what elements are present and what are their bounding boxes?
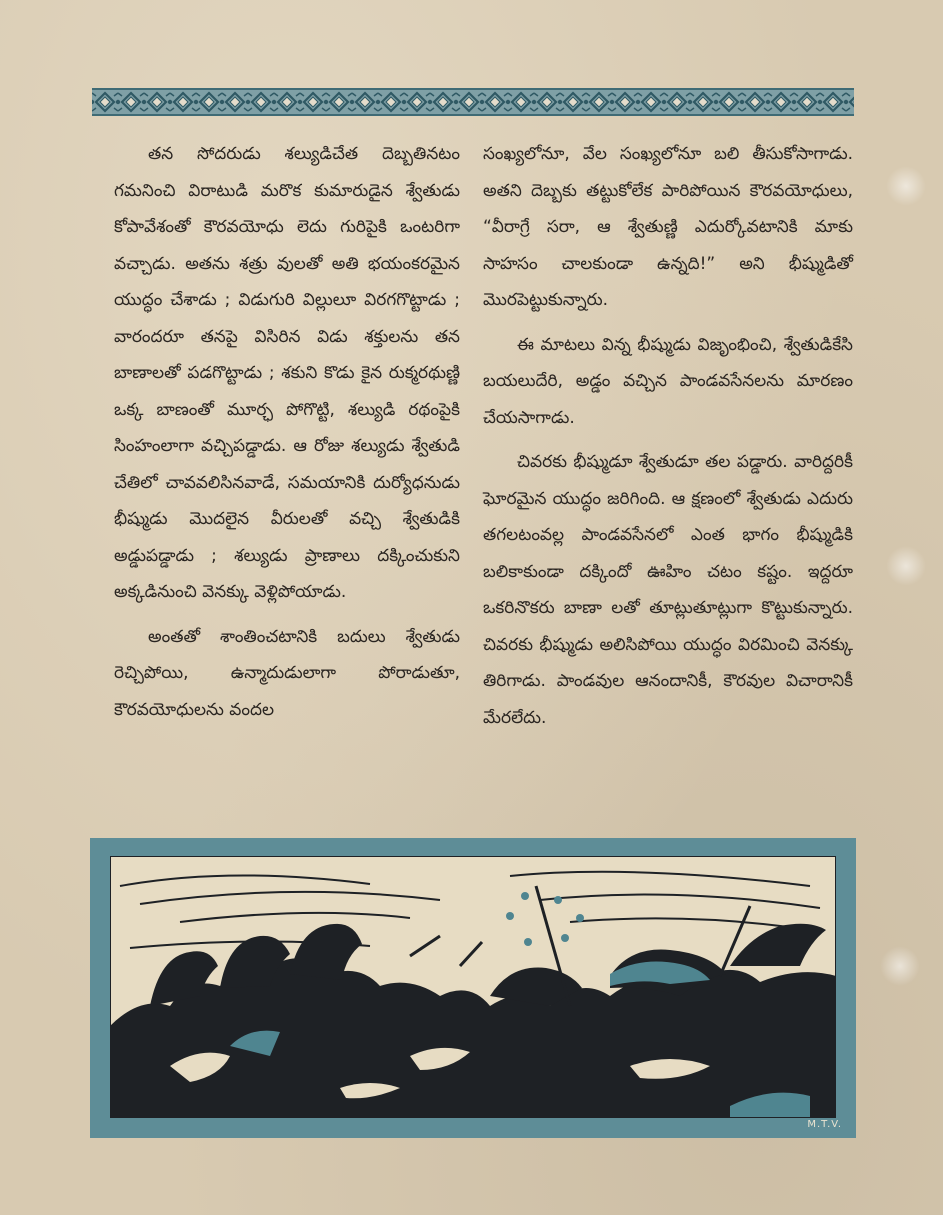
- paragraph: అంతతో శాంతించటానికి బదులు శ్వేతుడు రెచ్చిపోయి, ఉన్మాదుడులాగా పోరాడుతూ, కౌరవయోధులను వందల: [114, 626, 460, 720]
- page-wear-mark: [886, 166, 926, 206]
- paragraph: చివరకు భీష్ముడూ శ్వేతుడూ తల పడ్డారు. వారిద్దరికీ ఘోరమైన యుద్ధం జరిగింది. ఆ క్షణంలో శ్వేతుడు ఎదురు తగలటంవల్ల పాండవసేనలో ఎంత భాగం భీష్ముడికి బలికాకుండా దక్కిందో ఊహిం చటం కష్టం. ఇద్దరూ ఒకరినొకరు బాణా లతో తూట్లుతూట్లుగా కొట్టుకున్నారు. చివరకు భీష్ముడు అలిసిపోయి యుద్ధం విరమించి వెనక్కు తిరిగాడు. పాండవుల ఆనందానికీ, కౌరవుల విచారానికీ మేరలేదు.: [483, 452, 853, 728]
- paragraph: తన సోదరుడు శల్యుడిచేత దెబ్బతినటం గమనించి విరాటుడి మరొక కుమారుడైన శ్వేతుడు కోపావేశంతో కౌరవయోధు లెదు గురిపైకి ఒంటరిగా వచ్చాడు. అతను శత్రు వులతో అతి భయంకరమైన యుద్ధం చేశాడు ; విడుగురి విల్లులూ విరగగొట్టాడు ; వారందరూ తనపై విసిరిన విడు శక్తులను తన బాణాలతో పడగొట్టాడు ; శకుని కొడు కైన రుక్మరథుణ్ణి ఒక్క బాణంతో మూర్ఛ పోగొట్టి, శల్యుడి రథంపైకి సింహంలాగా వచ్చిపడ్డాడు. ఆ రోజు శల్యుడు శ్వేతుడి చేతిలో చావవలిసినవాడే, సమయానికి దుర్యోధనుడు భీష్ముడు మొదలైన వీరులతో వచ్చి శ్వేతుడికి అడ్డుపడ్డాడు ; శల్యుడు ప్రాణాలు దక్కించుకుని అక్కడినుంచి వెనక్కు వెళ్లిపోయాడు.: [114, 144, 460, 602]
- paragraph: ఈ మాటలు విన్న భీష్ముడు విజృంభించి, శ్వేతుడికేసి బయలుదేరి, అడ్డం వచ్చిన పాండవసేనలను మారణం చేయసాగాడు.: [483, 334, 853, 428]
- battle-illustration: [90, 838, 856, 1138]
- artist-signature: M.T.V.: [807, 1119, 842, 1130]
- decorative-border: [92, 88, 854, 116]
- page-wear-mark: [886, 546, 926, 586]
- page-wear-mark: [880, 946, 920, 986]
- paragraph: సంఖ్యలోనూ, వేల సంఖ్యలోనూ బలి తీసుకోసాగాడు. అతని దెబ్బకు తట్టుకోలేక పారిపోయిన కౌరవయోధులు, “వీరాగ్రే సరా, ఆ శ్వేతుణ్ణి ఎదుర్కోవటానికి మాకు సాహసం చాలకుండా ఉన్నది!” అని భీష్ముడితో మొరపెట్టుకున్నారు.: [483, 144, 853, 310]
- right-text-column: [483, 136, 853, 744]
- left-text-column: [114, 136, 460, 736]
- battle-scene-image: [110, 856, 836, 1118]
